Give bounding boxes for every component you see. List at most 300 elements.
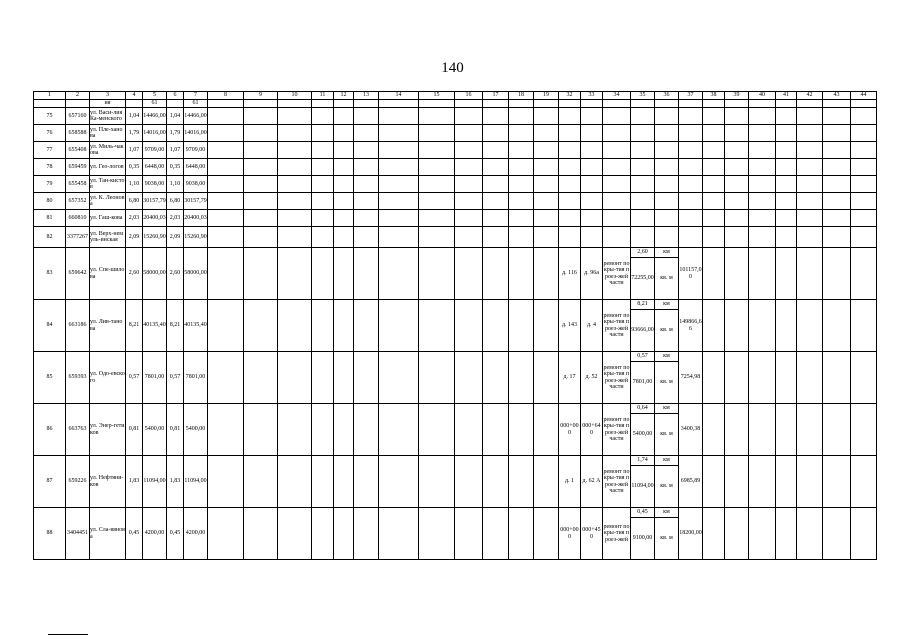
- continuation-cell: [631, 100, 655, 108]
- empty-cell: [455, 193, 483, 210]
- empty-cell: [631, 176, 655, 193]
- empty-cell: [559, 125, 581, 142]
- area-sq-m: 40135,40: [184, 300, 208, 352]
- empty-cell: [354, 142, 379, 159]
- empty-cell: [334, 108, 354, 125]
- empty-cell: [379, 300, 419, 352]
- empty-cell: [703, 508, 725, 560]
- length-km: 2,60: [167, 248, 184, 300]
- empty-cell: [797, 227, 823, 248]
- empty-cell: [419, 159, 455, 176]
- empty-cell: [379, 193, 419, 210]
- empty-cell: [603, 159, 631, 176]
- street-name: ул. Гео-логов: [90, 159, 126, 176]
- empty-cell: [534, 456, 559, 508]
- road-code: 3377267: [66, 227, 90, 248]
- length-km: 2,60: [126, 248, 143, 300]
- work-type: ремонт покры-тия проез-жей части: [603, 300, 631, 352]
- page-number: 140: [441, 60, 464, 76]
- work-length: 0,45: [631, 508, 655, 518]
- street-name: ул. Спе-шилова: [90, 248, 126, 300]
- empty-cell: [797, 176, 823, 193]
- area-sq-m: 11094,00: [184, 456, 208, 508]
- empty-cell: [312, 125, 334, 142]
- row-number: 76: [34, 125, 66, 142]
- area-sq-m: 20400,03: [184, 210, 208, 227]
- empty-cell: [208, 227, 244, 248]
- empty-cell: [334, 404, 354, 456]
- empty-cell: [703, 108, 725, 125]
- empty-cell: [278, 227, 312, 248]
- empty-cell: [655, 193, 679, 210]
- length-km: 0,57: [126, 352, 143, 404]
- empty-cell: [244, 210, 278, 227]
- empty-cell: [581, 227, 603, 248]
- column-number: 38: [703, 92, 725, 100]
- table-row: [34, 300, 877, 310]
- empty-cell: [208, 125, 244, 142]
- column-number: 18: [509, 92, 534, 100]
- continuation-cell: [749, 100, 776, 108]
- empty-cell: [655, 108, 679, 125]
- empty-cell: [581, 108, 603, 125]
- empty-cell: [379, 508, 419, 560]
- empty-cell: [334, 352, 354, 404]
- column-number: 19: [534, 92, 559, 100]
- empty-cell: [455, 176, 483, 193]
- continuation-cell: [776, 100, 797, 108]
- empty-cell: [851, 227, 877, 248]
- empty-cell: [749, 300, 776, 352]
- area-sq-m: 7801,00: [184, 352, 208, 404]
- street-name: ул. Верх-немуль-инская: [90, 227, 126, 248]
- work-area: 7801,00: [631, 362, 655, 404]
- column-number: 35: [631, 92, 655, 100]
- empty-cell: [379, 227, 419, 248]
- empty-cell: [509, 300, 534, 352]
- empty-cell: [534, 142, 559, 159]
- end-point: д. 62 А: [581, 456, 603, 508]
- length-km: 6,80: [126, 193, 143, 210]
- empty-cell: [334, 142, 354, 159]
- empty-cell: [312, 227, 334, 248]
- empty-cell: [278, 176, 312, 193]
- empty-cell: [797, 193, 823, 210]
- empty-cell: [354, 404, 379, 456]
- empty-cell: [509, 404, 534, 456]
- unit-km: км: [655, 248, 679, 258]
- empty-cell: [483, 300, 509, 352]
- empty-cell: [851, 159, 877, 176]
- work-length: 2,60: [631, 248, 655, 258]
- empty-cell: [725, 108, 749, 125]
- empty-cell: [631, 210, 655, 227]
- empty-cell: [312, 404, 334, 456]
- table-row: [34, 352, 877, 362]
- area-sq-m: 15260,90: [143, 227, 167, 248]
- empty-cell: [379, 404, 419, 456]
- empty-cell: [379, 210, 419, 227]
- empty-cell: [851, 125, 877, 142]
- empty-cell: [379, 108, 419, 125]
- empty-cell: [354, 159, 379, 176]
- column-number: 7: [184, 92, 208, 100]
- cost: 101157,00: [679, 248, 703, 300]
- length-km: 0,45: [126, 508, 143, 560]
- column-number: 1: [34, 92, 66, 100]
- empty-cell: [419, 404, 455, 456]
- empty-cell: [797, 210, 823, 227]
- length-km: 2,09: [126, 227, 143, 248]
- column-number: 34: [603, 92, 631, 100]
- unit-km: км: [655, 300, 679, 310]
- empty-cell: [455, 404, 483, 456]
- street-name: ул. Одо-евского: [90, 352, 126, 404]
- empty-cell: [797, 248, 823, 300]
- row-number: 84: [34, 300, 66, 352]
- empty-cell: [509, 108, 534, 125]
- empty-cell: [354, 125, 379, 142]
- length-km: 1,83: [167, 456, 184, 508]
- empty-cell: [419, 176, 455, 193]
- unit-sq-m: кв. м: [655, 362, 679, 404]
- table-row: [34, 108, 877, 125]
- empty-cell: [244, 125, 278, 142]
- length-km: 1,10: [167, 176, 184, 193]
- empty-cell: [244, 404, 278, 456]
- table-row: [34, 404, 877, 414]
- empty-cell: [679, 108, 703, 125]
- empty-cell: [776, 456, 797, 508]
- empty-cell: [725, 176, 749, 193]
- row-number: 87: [34, 456, 66, 508]
- empty-cell: [851, 404, 877, 456]
- empty-cell: [776, 210, 797, 227]
- row-number: 80: [34, 193, 66, 210]
- empty-cell: [244, 227, 278, 248]
- continuation-cell: ия: [90, 100, 126, 108]
- column-number: 36: [655, 92, 679, 100]
- empty-cell: [679, 176, 703, 193]
- continuation-cell: [126, 100, 143, 108]
- empty-cell: [244, 159, 278, 176]
- column-number: 32: [559, 92, 581, 100]
- empty-cell: [379, 125, 419, 142]
- column-number: 43: [823, 92, 851, 100]
- work-area: 72255,00: [631, 258, 655, 300]
- table-row: [34, 456, 877, 466]
- cost: 3400,38: [679, 404, 703, 456]
- area-sq-m: 6448,00: [143, 159, 167, 176]
- empty-cell: [603, 227, 631, 248]
- empty-cell: [776, 404, 797, 456]
- empty-cell: [776, 125, 797, 142]
- row-number: 83: [34, 248, 66, 300]
- area-sq-m: 11094,00: [143, 456, 167, 508]
- area-sq-m: 4200,00: [143, 508, 167, 560]
- empty-cell: [334, 125, 354, 142]
- cost: 18200,00: [679, 508, 703, 560]
- empty-cell: [208, 159, 244, 176]
- empty-cell: [749, 159, 776, 176]
- empty-cell: [703, 456, 725, 508]
- continuation-cell: [483, 100, 509, 108]
- empty-cell: [797, 159, 823, 176]
- empty-cell: [379, 142, 419, 159]
- empty-cell: [455, 108, 483, 125]
- unit-sq-m: кв. м: [655, 310, 679, 352]
- empty-cell: [559, 159, 581, 176]
- empty-cell: [725, 142, 749, 159]
- empty-cell: [776, 227, 797, 248]
- road-code: 659642: [66, 248, 90, 300]
- empty-cell: [509, 456, 534, 508]
- empty-cell: [419, 108, 455, 125]
- area-sq-m: 4200,00: [184, 508, 208, 560]
- end-point: 000+640: [581, 404, 603, 456]
- column-number: 39: [725, 92, 749, 100]
- empty-cell: [419, 142, 455, 159]
- empty-cell: [797, 142, 823, 159]
- empty-cell: [483, 210, 509, 227]
- column-number: 3: [90, 92, 126, 100]
- start-point: д. 17: [559, 352, 581, 404]
- empty-cell: [703, 227, 725, 248]
- empty-cell: [851, 108, 877, 125]
- row-number: 77: [34, 142, 66, 159]
- length-km: 6,80: [167, 193, 184, 210]
- road-code: 657160: [66, 108, 90, 125]
- work-length: 1,74: [631, 456, 655, 466]
- empty-cell: [749, 210, 776, 227]
- road-code: 659459: [66, 159, 90, 176]
- empty-cell: [703, 300, 725, 352]
- empty-cell: [455, 125, 483, 142]
- length-km: 0,35: [167, 159, 184, 176]
- cost: 7254,98: [679, 352, 703, 404]
- road-code: 663763: [66, 404, 90, 456]
- continuation-cell: [379, 100, 419, 108]
- empty-cell: [244, 300, 278, 352]
- empty-cell: [509, 125, 534, 142]
- empty-cell: [419, 248, 455, 300]
- empty-cell: [703, 210, 725, 227]
- empty-cell: [655, 125, 679, 142]
- street-name: ул. К. Леонова: [90, 193, 126, 210]
- empty-cell: [208, 404, 244, 456]
- empty-cell: [725, 352, 749, 404]
- empty-cell: [776, 142, 797, 159]
- continuation-cell: [797, 100, 823, 108]
- table-row: [34, 142, 877, 159]
- street-name: ул. Миль-чакова: [90, 142, 126, 159]
- work-length: 8,21: [631, 300, 655, 310]
- empty-cell: [851, 352, 877, 404]
- empty-cell: [851, 210, 877, 227]
- street-name: ул. Нефтяни-ков: [90, 456, 126, 508]
- empty-cell: [419, 193, 455, 210]
- empty-cell: [278, 210, 312, 227]
- road-code: 660810: [66, 210, 90, 227]
- length-km: 1,07: [167, 142, 184, 159]
- empty-cell: [455, 248, 483, 300]
- unit-sq-m: кв. м: [655, 466, 679, 508]
- empty-cell: [278, 404, 312, 456]
- area-sq-m: 40135,40: [143, 300, 167, 352]
- empty-cell: [534, 300, 559, 352]
- empty-cell: [655, 159, 679, 176]
- empty-cell: [312, 248, 334, 300]
- length-km: 2,03: [167, 210, 184, 227]
- length-km: 2,03: [126, 210, 143, 227]
- empty-cell: [334, 300, 354, 352]
- empty-cell: [749, 193, 776, 210]
- road-code: 659393: [66, 352, 90, 404]
- empty-cell: [749, 142, 776, 159]
- empty-cell: [749, 176, 776, 193]
- empty-cell: [312, 142, 334, 159]
- column-number: 5: [143, 92, 167, 100]
- column-number: 8: [208, 92, 244, 100]
- column-number: 37: [679, 92, 703, 100]
- area-sq-m: 5400,00: [143, 404, 167, 456]
- empty-cell: [655, 176, 679, 193]
- continuation-cell: [354, 100, 379, 108]
- empty-cell: [334, 248, 354, 300]
- empty-cell: [312, 159, 334, 176]
- table-row: [34, 210, 877, 227]
- empty-cell: [725, 300, 749, 352]
- empty-cell: [455, 227, 483, 248]
- continuation-cell: [534, 100, 559, 108]
- column-number: 9: [244, 92, 278, 100]
- empty-cell: [823, 456, 851, 508]
- empty-cell: [208, 300, 244, 352]
- street-name: ул. Пле-ханова: [90, 125, 126, 142]
- empty-cell: [354, 193, 379, 210]
- empty-cell: [354, 456, 379, 508]
- empty-cell: [534, 125, 559, 142]
- empty-cell: [509, 142, 534, 159]
- empty-cell: [725, 193, 749, 210]
- empty-cell: [559, 108, 581, 125]
- empty-cell: [244, 108, 278, 125]
- empty-cell: [776, 300, 797, 352]
- empty-cell: [631, 125, 655, 142]
- continuation-cell: [278, 100, 312, 108]
- continuation-cell: [244, 100, 278, 108]
- empty-cell: [655, 142, 679, 159]
- area-sq-m: 20400,03: [143, 210, 167, 227]
- column-number: 41: [776, 92, 797, 100]
- continuation-row: [34, 100, 877, 108]
- empty-cell: [509, 210, 534, 227]
- empty-cell: [749, 248, 776, 300]
- work-area: 93666,00: [631, 310, 655, 352]
- empty-cell: [278, 300, 312, 352]
- empty-cell: [655, 210, 679, 227]
- length-km: 0,81: [167, 404, 184, 456]
- empty-cell: [509, 248, 534, 300]
- column-number: 13: [354, 92, 379, 100]
- length-km: 1,07: [126, 142, 143, 159]
- empty-cell: [278, 248, 312, 300]
- empty-cell: [823, 142, 851, 159]
- empty-cell: [703, 176, 725, 193]
- empty-cell: [244, 352, 278, 404]
- column-number: 11: [312, 92, 334, 100]
- empty-cell: [312, 456, 334, 508]
- area-sq-m: 58000,00: [143, 248, 167, 300]
- empty-cell: [797, 125, 823, 142]
- road-code: 655458: [66, 176, 90, 193]
- area-sq-m: 30157,79: [143, 193, 167, 210]
- empty-cell: [581, 159, 603, 176]
- empty-cell: [725, 159, 749, 176]
- continuation-cell: [679, 100, 703, 108]
- empty-cell: [244, 508, 278, 560]
- continuation-cell: [823, 100, 851, 108]
- empty-cell: [559, 193, 581, 210]
- row-number: 78: [34, 159, 66, 176]
- work-area: 11094,00: [631, 466, 655, 508]
- row-number: 79: [34, 176, 66, 193]
- continuation-cell: [603, 100, 631, 108]
- column-number: 16: [455, 92, 483, 100]
- continuation-cell: 61: [143, 100, 167, 108]
- column-number: 6: [167, 92, 184, 100]
- column-number: 4: [126, 92, 143, 100]
- table-row: [34, 159, 877, 176]
- column-number: 40: [749, 92, 776, 100]
- empty-cell: [244, 142, 278, 159]
- length-km: 0,35: [126, 159, 143, 176]
- empty-cell: [797, 352, 823, 404]
- empty-cell: [278, 108, 312, 125]
- column-number: 14: [379, 92, 419, 100]
- work-length: 0,64: [631, 404, 655, 414]
- empty-cell: [725, 404, 749, 456]
- empty-cell: [208, 193, 244, 210]
- empty-cell: [725, 227, 749, 248]
- empty-cell: [379, 176, 419, 193]
- table-row: [34, 248, 877, 258]
- empty-cell: [208, 352, 244, 404]
- work-type: ремонт покры-тия проез-жей части: [603, 404, 631, 456]
- empty-cell: [354, 508, 379, 560]
- empty-cell: [278, 159, 312, 176]
- empty-cell: [534, 193, 559, 210]
- continuation-cell: [34, 100, 66, 108]
- start-point: 000+000: [559, 508, 581, 560]
- continuation-cell: [208, 100, 244, 108]
- empty-cell: [509, 176, 534, 193]
- empty-cell: [581, 125, 603, 142]
- empty-cell: [679, 210, 703, 227]
- empty-cell: [679, 227, 703, 248]
- street-name: ул. Энер-гетиков: [90, 404, 126, 456]
- row-number: 85: [34, 352, 66, 404]
- length-km: 8,21: [126, 300, 143, 352]
- empty-cell: [312, 176, 334, 193]
- continuation-cell: [851, 100, 877, 108]
- empty-cell: [725, 456, 749, 508]
- end-point: д. 4: [581, 300, 603, 352]
- empty-cell: [703, 125, 725, 142]
- empty-cell: [312, 210, 334, 227]
- road-code: 655408: [66, 142, 90, 159]
- area-sq-m: 58000,00: [184, 248, 208, 300]
